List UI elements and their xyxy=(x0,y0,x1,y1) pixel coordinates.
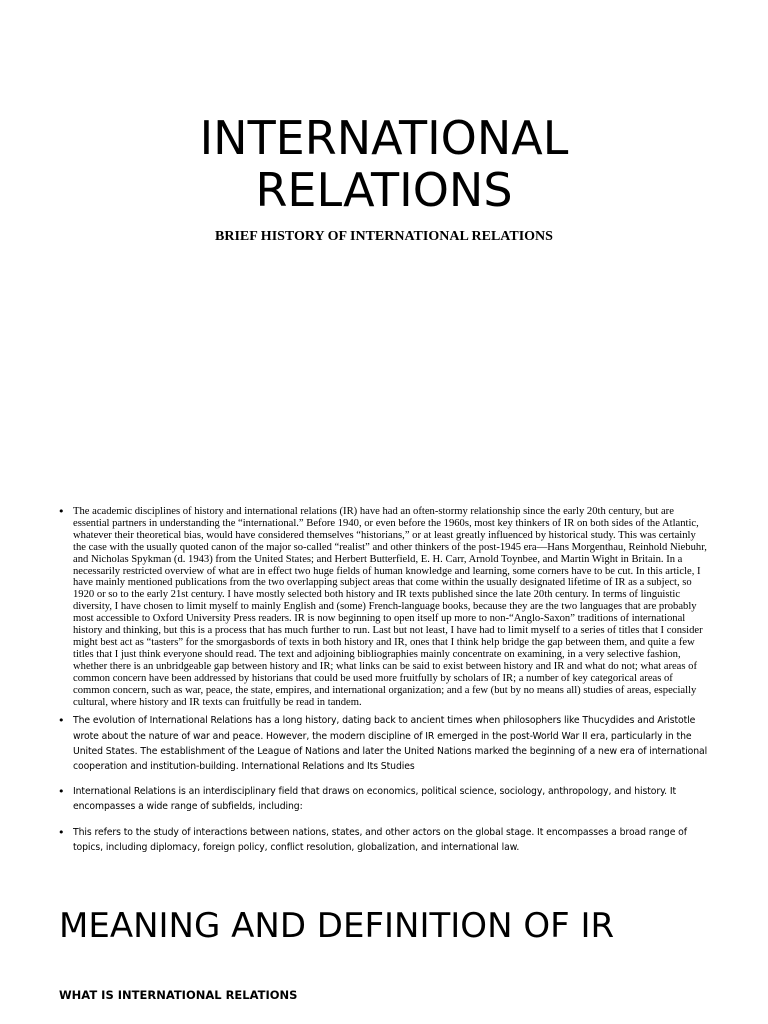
bullet-list xyxy=(58,506,710,865)
bullet-item-definition: • This refers to the study of interactions between nations, states, and other actors on the global stage. It encompasses a broad range of topics, including diplomacy, foreign policy, conflict resolution, globalization, and international law. xyxy=(58,825,710,855)
bullet-item-history-and-ir: • The academic disciplines of history and international relations (IR) have had an often-stormy relationship since the early 20th century, but are essential partners in understanding the “international.” Before 1940, or even before the 1960s, most key thinkers of IR on both sides of the Atlantic, whatever their theoretical bias, would have considered themselves “historians,” or at least greatly influenced by historical study. This was certainly the case with the usually quoted canon of the major so-called “realist” and other thinkers of the post-1945 era—Hans Morgenthau, Reinhold Niebuhr, and Nicholas Spykman (d. 1943) from the United States; and Herbert Butterfield, E. H. Carr, Arnold Toynbee, and Martin Wight in Britain. In a necessarily restricted overview of what are in effect two huge fields of human knowledge and learning, some corners have to be cut. In this article, I have mainly mentioned publications from the two overlapping subject areas that come within the usually designated lifetime of IR as a subject, so 1920 or so to the early 21st century. I have mostly selected both history and IR texts published since the late 20th century. In terms of linguistic diversity, I have chosen to limit myself to mainly English and (some) French-language books, because they are the two languages that are probably most accessible to Oxford University Press readers. IR is now beginning to open itself up more to non-“Anglo-Saxon” traditions of international history and thinking, but this is a process that has much further to run. Last but not least, I have had to limit myself to a series of titles that I consider might best act as “tasters” for the smorgasbords of texts in both history and IR, ones that I think help bridge the gap between them, and quite a few titles that I just think everyone should read. The text and adjoining bibliographies mainly concentrate on examining, in a very selective fashion, whether there is an unbridgeable gap between history and IR; what links can be said to exist between history and IR and what do not; what areas of common concern have been addressed by historians that could be used more fruitfully by scholars of IR; a number of key categorical areas of common concern, such as war, peace, the state, empires, and international organization; and a few (but by no means all) studies of areas, especially cultural, where history and IR texts can fruitfully be read in tandem. xyxy=(58,506,710,708)
section-subheading: WHAT IS INTERNATIONAL RELATIONS xyxy=(59,988,298,1002)
bullet-item-evolution: • The evolution of International Relations has a long history, dating back to ancient times when philosophers like Thucydides and Aristotle wrote about the nature of war and peace. However, the modern discipline of IR emerged in the post-World War II era, particularly in the United States. The establishment of the League of Nations and later the United Nations marked the beginning of a new era of international cooperation and institution-building. International Relations and Its Studies xyxy=(58,713,710,774)
bullet-item-interdisciplinary: • International Relations is an interdisciplinary field that draws on economics, political science, sociology, anthropology, and history. It encompasses a wide range of subfields, including: xyxy=(58,784,710,814)
section-heading: MEANING AND DEFINITION OF IR xyxy=(59,906,615,946)
page-title-line-2: RELATIONS xyxy=(255,163,513,217)
page-subtitle: BRIEF HISTORY OF INTERNATIONAL RELATIONS xyxy=(215,229,553,244)
page-title-line-1: INTERNATIONAL xyxy=(199,111,569,165)
page-title xyxy=(0,112,768,216)
